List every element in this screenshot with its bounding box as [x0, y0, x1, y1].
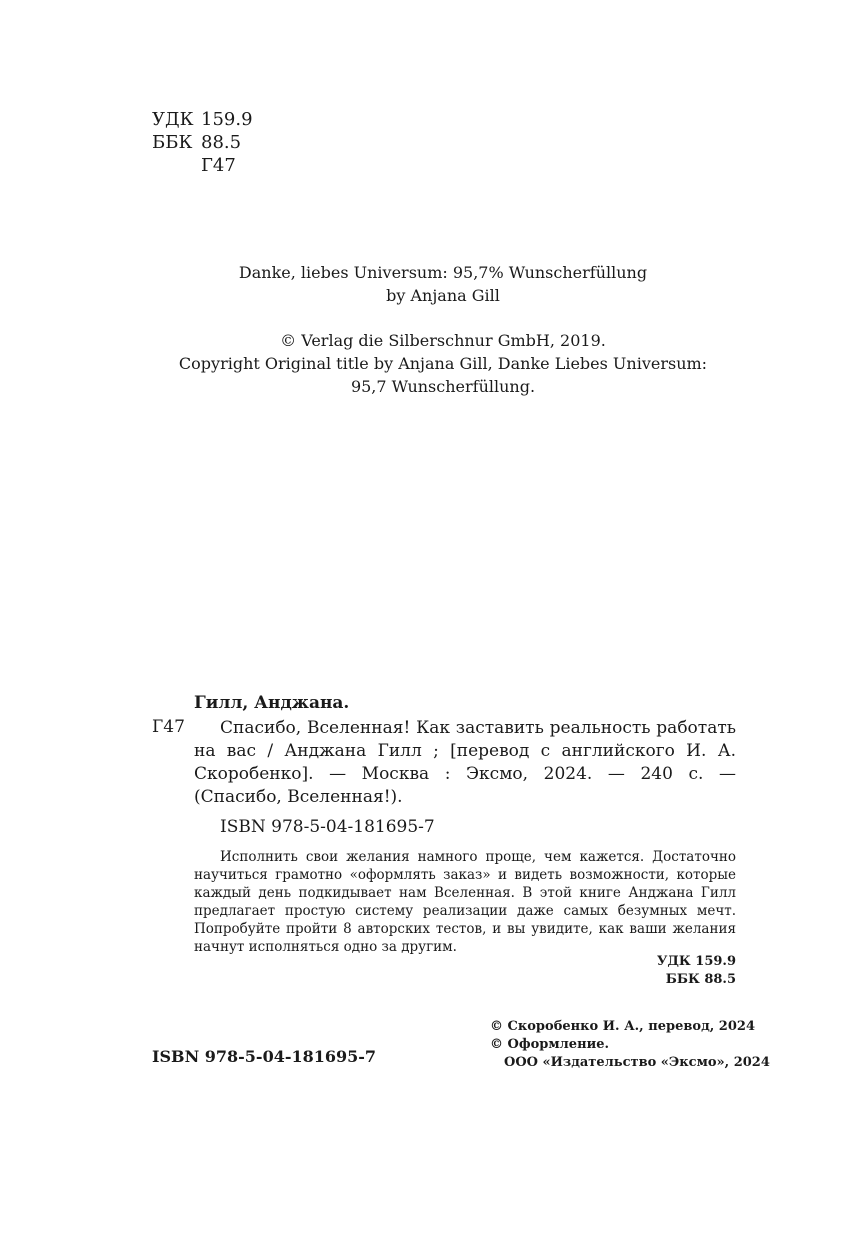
bbk-label: ББК [152, 132, 193, 153]
copyright-design: © Оформление. [490, 1037, 610, 1052]
original-title: Danke, liebes Universum: 95,7% Wunscherfüllung [238, 263, 648, 282]
classification-codes [152, 108, 253, 177]
original-author: by Anjana Gill [386, 286, 500, 305]
catalog-codes [560, 953, 736, 989]
bibliographic-description: Спасибо, Вселенная! Как заставить реальность работать на вас / Анджана Гилл ; [перевод с английского И. А. Скоробенко]. — Москва : Эксмо, 2024. — 240 с. — (Спасибо, Вселенная!). [194, 718, 736, 807]
udk-row [152, 108, 253, 131]
original-copyright-line: © Verlag die Silberschnur GmbH, 2019. [280, 331, 606, 350]
copyright-translation: © Скоробенко И. А., перевод, 2024 [490, 1019, 755, 1034]
original-edition-info [150, 261, 736, 398]
original-copyright-title-line: Copyright Original title by Anjana Gill, Danke Liebes Universum: [178, 354, 708, 373]
copyright-block [490, 1018, 770, 1072]
footer-isbn: ISBN 978-5-04-181695-7 [152, 1047, 377, 1066]
bbk-row [152, 131, 253, 154]
copyright-publisher: ООО «Издательство «Эксмо», 2024 [504, 1055, 770, 1070]
catalog-udk: УДК 159.9 [656, 954, 736, 969]
udk-label: УДК [152, 109, 194, 130]
author-mark-row [152, 154, 253, 177]
catalog-author-heading: Гилл, Анджана. [194, 693, 350, 713]
bbk-value: 88.5 [201, 132, 242, 153]
catalog-bbk: ББК 88.5 [665, 972, 736, 987]
udk-value: 159.9 [201, 109, 253, 130]
catalog-isbn: ISBN 978-5-04-181695-7 [220, 817, 435, 837]
annotation: Исполнить свои желания намного проще, чем кажется. Достаточно научиться грамотно «оформлять заказ» и видеть возможности, которые каждый день подкидывает нам Вселенная. В этой книге Анджана Гилл предлагает простую систему реализации даже самых безумных мечт. Попробуйте пройти 8 авторских тестов, и вы увидите, как ваши желания начнут исполняться одно за другим. [194, 849, 736, 955]
catalog-author-mark: Г47 [152, 717, 185, 737]
author-mark: Г47 [201, 155, 236, 176]
original-copyright-title-cont: 95,7 Wunscherfüllung. [350, 377, 536, 396]
